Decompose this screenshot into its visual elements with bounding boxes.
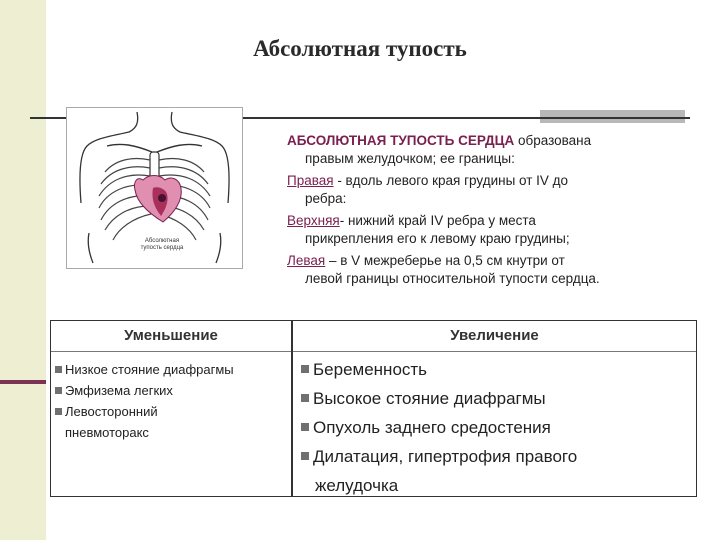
right-border-continuation: ребра: bbox=[305, 191, 347, 206]
decrease-list bbox=[55, 359, 287, 443]
upper-border-keyword: Верхняя bbox=[287, 213, 340, 228]
intro-paragraph bbox=[287, 132, 687, 168]
left-border-paragraph bbox=[287, 252, 687, 288]
upper-border-text: - нижний край IV ребра у места bbox=[339, 213, 536, 228]
list-item: Опухоль заднего средостения bbox=[301, 413, 691, 442]
side-accent-line bbox=[0, 380, 46, 384]
right-border-text: - вдоль левого края грудины от IV до bbox=[333, 173, 569, 188]
square-bullet-icon bbox=[301, 423, 309, 431]
left-border-continuation: левой границы относительной тупости сердца. bbox=[305, 271, 600, 286]
list-item-continuation: пневмоторакс bbox=[65, 425, 149, 440]
column-divider bbox=[291, 321, 293, 496]
square-bullet-icon bbox=[301, 452, 309, 460]
figure-caption: Абсолютная тупость сердца bbox=[140, 238, 184, 251]
intro-keyword: АБСОЛЮТНАЯ ТУПОСТЬ СЕРДЦА bbox=[287, 133, 515, 148]
square-bullet-icon bbox=[55, 366, 62, 373]
side-bar bbox=[0, 0, 46, 540]
list-item: Эмфизема легких bbox=[55, 380, 287, 401]
decrease-header: Уменьшение bbox=[124, 327, 218, 344]
intro-text: образована bbox=[514, 133, 592, 148]
list-item: Высокое стояние диафрагмы bbox=[301, 384, 691, 413]
list-item: Дилатация, гипертрофия правого желудочка bbox=[301, 442, 691, 500]
chest-heart-illustration bbox=[66, 107, 243, 269]
list-item: Низкое стояние диафрагмы bbox=[55, 359, 287, 380]
increase-list bbox=[301, 355, 691, 500]
square-bullet-icon bbox=[55, 408, 62, 415]
left-border-text: – в V межреберье на 0,5 см кнутри от bbox=[325, 253, 565, 268]
square-bullet-icon bbox=[301, 394, 309, 402]
right-border-keyword: Правая bbox=[287, 173, 334, 188]
page-title: Абсолютная тупость bbox=[253, 36, 467, 61]
upper-border-continuation: прикрепления его к левому краю грудины; bbox=[305, 231, 570, 246]
header-divider bbox=[51, 351, 696, 352]
square-bullet-icon bbox=[301, 365, 309, 373]
list-item: Левосторонний пневмоторакс bbox=[55, 401, 287, 443]
list-item-continuation: желудочка bbox=[315, 476, 399, 495]
square-bullet-icon bbox=[55, 387, 62, 394]
right-border-paragraph bbox=[287, 172, 687, 208]
list-item: Беременность bbox=[301, 355, 691, 384]
increase-header: Увеличение bbox=[450, 327, 539, 344]
causes-table bbox=[50, 320, 697, 497]
intro-continuation: правым желудочком; ее границы: bbox=[305, 151, 515, 166]
description-block bbox=[287, 132, 687, 292]
upper-border-paragraph bbox=[287, 212, 687, 248]
left-border-keyword: Левая bbox=[287, 253, 326, 268]
